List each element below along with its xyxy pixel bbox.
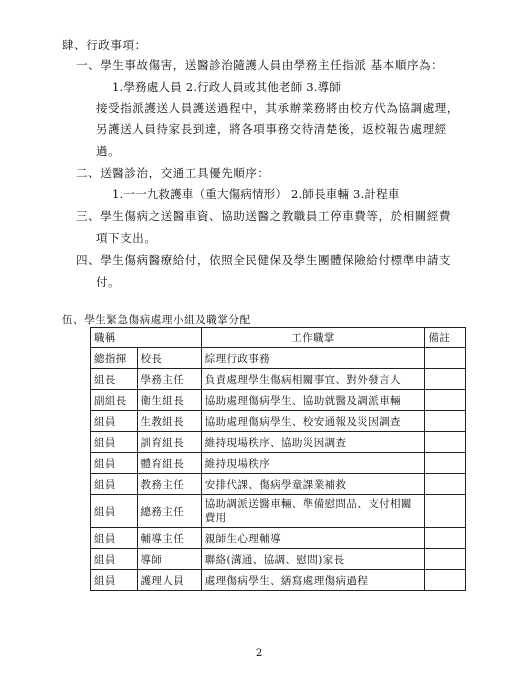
section4-item1-line4: 另護送人員待家長到達，將各項事務交待清楚後，返校報告處理經 [96,122,447,136]
section4-item1-line3: 接受指派護送人員護送過程中，其承辦業務將由校方代為協調處理， [96,101,459,115]
table-header-row [91,328,466,348]
section4-item1-line2: 1.學務處人員 2.行政人員或其他老師 3.導師 [112,80,342,94]
table-row [91,570,466,591]
duty-cell: 協助處理傷病學生、協助就醫及調派車輛 [201,390,425,411]
duty-cell: 維持現場秩序、協助災因調查 [201,432,425,453]
header-duty: 工作職掌 [201,328,425,348]
role-cell: 組員 [91,432,138,453]
duty-cell: 協助處理傷病學生、校安通報及災因調查 [201,411,425,432]
header-title: 職稱 [91,328,202,348]
role-cell: 組員 [91,549,138,570]
note-cell [425,495,466,528]
header-note: 備註 [425,328,466,348]
role-cell: 組員 [91,453,138,474]
table-row [91,453,466,474]
note-cell [425,474,466,495]
role-cell: 組長 [91,369,138,390]
duty-cell: 聯絡(溝通、協調、慰問)家長 [201,549,425,570]
person-cell: 教務主任 [137,474,201,495]
duty-table [90,327,466,591]
page-number: 2 [255,648,263,659]
section4-item1-line5: 過。 [96,144,121,158]
section4-item1-line1: 一、學生事故傷害，送醫診治隨護人員由學務主任指派 基本順序為： [76,58,444,72]
note-cell [425,432,466,453]
duty-cell: 維持現場秩序 [201,453,425,474]
note-cell [425,348,466,369]
note-cell [425,570,466,591]
section4-item3-line1: 三、學生傷病之送醫車資、協助送醫之教職員工停車費等，於相關經費 [76,209,452,223]
section4-item2-line2: 1.一一九救護車（重大傷病情形） 2.師長車輛 3.計程車 [112,187,400,201]
person-cell: 導師 [137,549,201,570]
note-cell [425,549,466,570]
role-cell: 副組長 [91,390,138,411]
note-cell [425,369,466,390]
duty-cell: 協助調派送醫車輛、準備慰問品、支付相關費用 [201,495,425,528]
table-row [91,432,466,453]
person-cell: 總務主任 [137,495,201,528]
duty-cell: 綜理行政事務 [201,348,425,369]
person-cell: 輔導主任 [137,528,201,549]
table-row [91,528,466,549]
note-cell [425,528,466,549]
duty-cell: 安排代課、傷病學童課業補救 [201,474,425,495]
person-cell: 校長 [137,348,201,369]
person-cell: 訓育組長 [137,432,201,453]
note-cell [425,390,466,411]
person-cell: 生教組長 [137,411,201,432]
note-cell [425,411,466,432]
note-cell [425,453,466,474]
role-cell: 組員 [91,495,138,528]
person-cell: 護理人員 [137,570,201,591]
person-cell: 衛生組長 [137,390,201,411]
table-row [91,474,466,495]
duty-cell: 處理傷病學生、繕寫處理傷病過程 [201,570,425,591]
section4-item4-line2: 付。 [96,275,121,289]
table-row [91,390,466,411]
role-cell: 組員 [91,411,138,432]
section4-item4-line1: 四、學生傷病醫療給付，依照全民健保及學生團體保險給付標準申請支 [76,253,452,267]
table-row [91,495,466,528]
section5-heading: 伍、學生緊急傷病處理小組及職掌分配 [62,314,251,326]
person-cell: 學務主任 [137,369,201,390]
section4-heading: 肆、行政事項： [62,38,147,52]
role-cell: 組員 [91,570,138,591]
duty-cell: 負責處理學生傷病相關事宜、對外發言人 [201,369,425,390]
section4-item2-line1: 二、送醫診治，交通工具優先順序： [76,166,270,180]
role-cell: 組員 [91,474,138,495]
duty-cell: 親師生心理輔導 [201,528,425,549]
role-cell: 組員 [91,528,138,549]
table-row [91,348,466,369]
role-cell: 總指揮 [91,348,138,369]
table-row [91,369,466,390]
table-row [91,549,466,570]
table-row [91,411,466,432]
person-cell: 體育組長 [137,453,201,474]
section4-item3-line2: 項下支出。 [96,231,157,245]
